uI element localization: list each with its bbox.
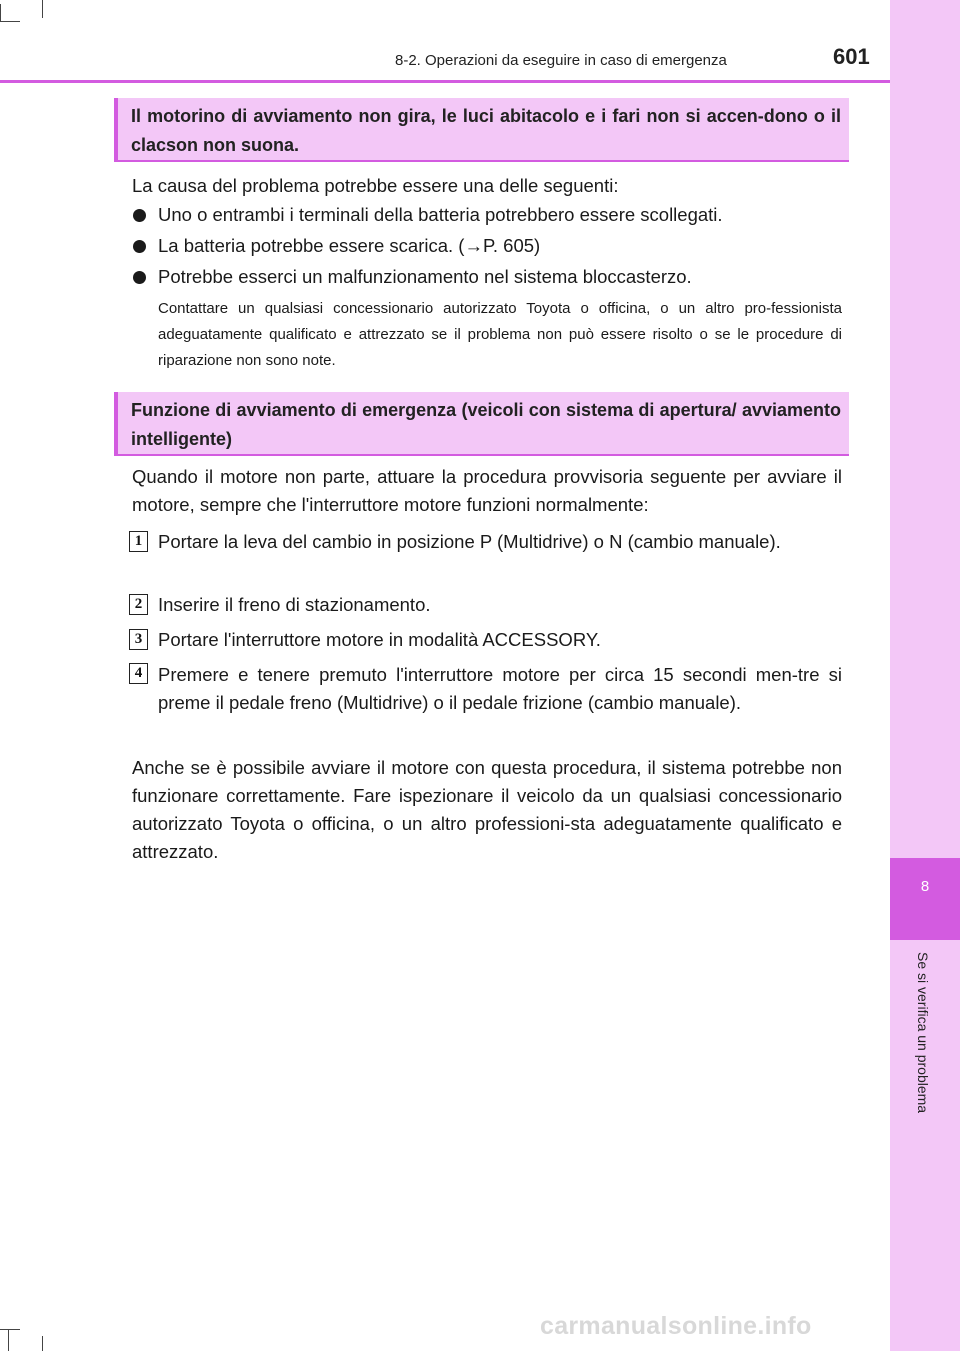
side-tab-number: 8 xyxy=(920,878,930,895)
section2-intro: Quando il motore non parte, attuare la procedura provvisoria seguente per avviare il motore, sempre che l'interruttore motore funzioni normalmente: xyxy=(132,466,842,515)
step-text: Premere e tenere premuto l'interruttore motore per circa 15 secondi men-tre si preme il pedale freno (Multidrive) o il pedale frizione (cambio manuale). xyxy=(158,664,842,713)
crop-mark xyxy=(8,1329,9,1351)
bullet-icon xyxy=(133,209,146,222)
section2-closing: Anche se è possibile avviare il motore con questa procedura, il sistema potrebbe non funzionare correttamente. Fare ispezionare il veicolo da un qualsiasi concessionario autorizzato Toyota o officina, o un altro professioni-sta adeguatamente qualificato e attrezzato. xyxy=(132,757,842,862)
section-heading-starter xyxy=(114,98,849,162)
section1-note: Contattare un qualsiasi concessionario autorizzato Toyota o officina, o un altro pro-fessionista adeguatamente qualificato e attrezzato se il problema non può essere risolto o se le procedure di riparazione non sono note. xyxy=(158,300,842,369)
watermark: carmanualsonline.info xyxy=(540,1312,812,1340)
step-number-badge: 3 xyxy=(129,629,148,650)
page-number: 601 xyxy=(833,44,870,69)
side-tab-number-block xyxy=(890,858,960,940)
crop-mark xyxy=(0,4,1,22)
crop-mark xyxy=(42,1336,43,1351)
step-number-badge: 4 xyxy=(129,663,148,684)
step-number-badge: 2 xyxy=(129,594,148,615)
crop-mark xyxy=(0,21,20,22)
step-number-badge: 1 xyxy=(129,531,148,552)
step-text: Inserire il freno di stazionamento. xyxy=(158,594,431,615)
bullet-item: La batteria potrebbe essere scarica. (→P. 605) xyxy=(158,235,541,256)
side-tab-label: Se si verifica un problema xyxy=(915,952,931,1114)
step-text: Portare l'interruttore motore in modalità ACCESSORY. xyxy=(158,629,601,650)
crop-mark xyxy=(0,1329,20,1330)
section-heading-text: Funzione di avviamento di emergenza (veicoli con sistema di apertura/ avviamento intelligente) xyxy=(131,400,841,449)
bullet-icon xyxy=(133,271,146,284)
crop-mark xyxy=(42,0,43,18)
step-text: Portare la leva del cambio in posizione P (Multidrive) o N (cambio manuale). xyxy=(158,531,781,552)
bullet-item: Potrebbe esserci un malfunzionamento nel sistema bloccasterzo. xyxy=(158,266,692,287)
section-heading-text: Il motorino di avviamento non gira, le luci abitacolo e i fari non si accen-dono o il clacson non suona. xyxy=(131,106,841,155)
bullet-item: Uno o entrambi i terminali della batteria potrebbero essere scollegati. xyxy=(158,204,723,225)
header-rule xyxy=(0,80,890,83)
section1-intro: La causa del problema potrebbe essere una delle seguenti: xyxy=(132,175,619,196)
bullet-icon xyxy=(133,240,146,253)
chapter-title: 8-2. Operazioni da eseguire in caso di emergenza xyxy=(395,52,727,69)
section-heading-emergency-start xyxy=(114,392,849,456)
